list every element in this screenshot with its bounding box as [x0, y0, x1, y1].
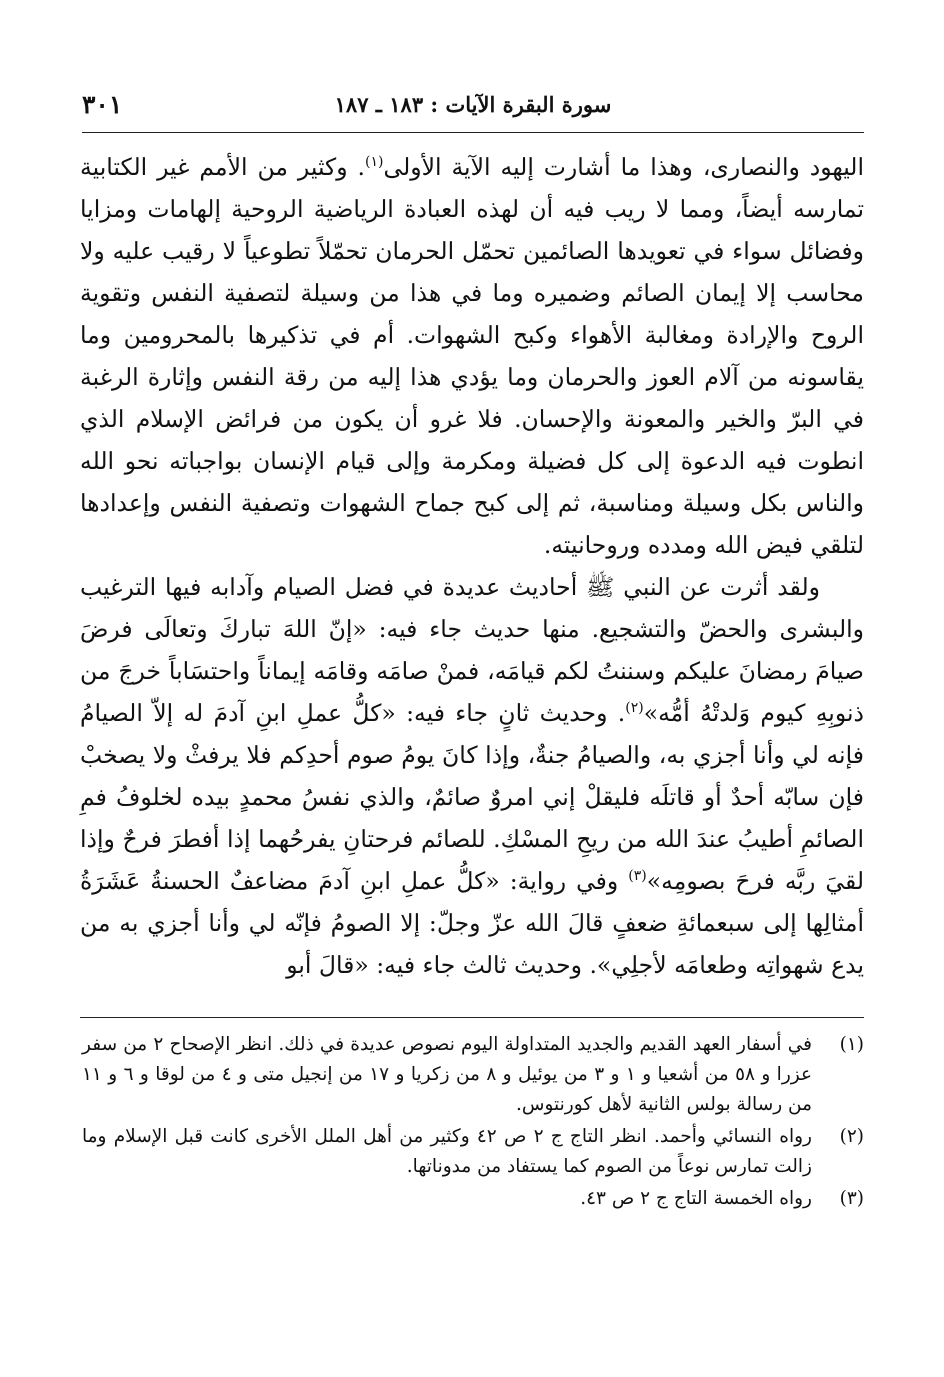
footnote-3	[82, 1184, 864, 1214]
paragraph-1-part-a: اليهود والنصارى، وهذا ما أشارت إليه الآية الأولى	[383, 153, 864, 181]
paragraph-2-part-b: . وحديث ثانٍ جاء فيه: «كلُّ عملِ ابنِ آدمَ له إلاّ الصيامُ فإنه لي وأنا أجزي به، والصيامُ جنةٌ، وإذا كانَ يومُ صوم أحدِكم فلا يرفثْ ولا يصخبْ فإن سابّه أحدٌ أو قاتلَه فليقلْ إني امروٌ صائمٌ، والذي نفسُ محمدٍ بيده لخلوفُ فمِ الصائمِ أطيبُ عندَ الله من ريحِ المسْكِ. للصائم فرحتانِ يفرحُهما إذا أفطرَ فرحٌ وإذا لقيَ ربَّه فرحَ بصومِه»	[80, 699, 864, 895]
footnote-number: (٣)	[839, 1188, 864, 1209]
page-number: ٣٠١	[82, 90, 123, 119]
footnote-ref-1: (١)	[365, 154, 384, 171]
footnote-ref-2: (٢)	[625, 700, 644, 717]
footnote-text: رواه الخمسة التاج ج ٢ ص ٤٣.	[580, 1188, 812, 1209]
footnote-2	[82, 1122, 864, 1182]
paragraph-2-part-c: وفي رواية: «كلُّ عملِ ابنِ آدمَ مضاعفٌ الحسنةُ عَشَرَةُ أمثالِها إلى سبعمائةِ ضعفٍ قالَ الله عزّ وجلّ: إلا الصومُ فإنّه لي وأنا أجزي به من يدع شهواتِه وطعامَه لأجلِي». وحديث ثالث جاء فيه: «قالَ أبو	[80, 867, 864, 979]
footnote-number: (١)	[839, 1034, 864, 1055]
paragraph-2-part-a: ولقد أثرت عن النبي ﷺ أحاديث عديدة في فضل الصيام وآدابه فيها الترغيب والبشرى والحضّ والتشجيع. منها حديث جاء فيه: «إنّ اللهَ تباركَ وتعالَى فرضَ صيامَ رمضانَ عليكم وسننتُ لكم قيامَه، فمنْ صامَه وقامَه إيماناً واحتسَاباً خرجَ من ذنوبِهِ كيوم وَلدتْهُ أمُّه»	[80, 573, 864, 727]
footnote-text: رواه النسائي وأحمد. انظر التاج ج ٢ ص ٤٢ وكثير من أهل الملل الأخرى كانت قبل الإسلام وما زالت تمارس نوعاً من الصوم كما يستفاد من مدوناتها.	[82, 1126, 812, 1177]
footnote-1	[82, 1030, 864, 1120]
running-header	[82, 92, 864, 133]
paragraph-1	[80, 146, 864, 566]
footnote-separator	[80, 1017, 864, 1018]
footnote-text: في أسفار العهد القديم والجديد المتداولة اليوم نصوص عديدة في ذلك. انظر الإصحاح ٢ من سفر عزرا و ٥٨ من أشعيا و ١ و ٣ من يوئيل و ٨ من زكريا و ١٧ من إنجيل متى و ٤ من لوقا و ٦ و ١١ من رسالة بولس الثانية لأهل كورنتوس.	[82, 1034, 813, 1115]
footnotes	[82, 1030, 864, 1216]
main-text	[80, 146, 864, 986]
footnote-number: (٢)	[839, 1126, 864, 1147]
footnote-ref-3: (٣)	[628, 868, 647, 885]
header-title: سورة البقرة الآيات : ١٨٣ ـ ١٨٧	[334, 92, 612, 117]
paragraph-2	[80, 566, 864, 986]
paragraph-1-part-b: . وكثير من الأمم غير الكتابية تمارسه أيضاً، ومما لا ريب فيه أن لهذه العبادة الرياضية الروحية إلهامات ومزايا وفضائل سواء في تعويدها الصائمين تحمّل الحرمان تحمّلاً تطوعياً لا رقيب عليه ولا محاسب إلا إيمان الصائم وضميره وما في هذا من وسيلة لتصفية النفس وتقوية الروح والإرادة ومغالبة الأهواء وكبح الشهوات. أم في تذكيرها بالمحرومين وما يقاسونه من آلام العوز والحرمان وما يؤدي هذا إليه من رقة النفس وإثارة الرغبة في البرّ والخير والمعونة والإحسان. فلا غرو أن يكون من فرائض الإسلام الذي انطوت فيه الدعوة إلى كل فضيلة ومكرمة وإلى قيام الإنسان بواجباته نحو الله والناس بكل وسيلة ومناسبة، ثم إلى كبح جماح الشهوات وتصفية النفس وإعدادها لتلقي فيض الله ومدده وروحانيته.	[80, 153, 864, 559]
